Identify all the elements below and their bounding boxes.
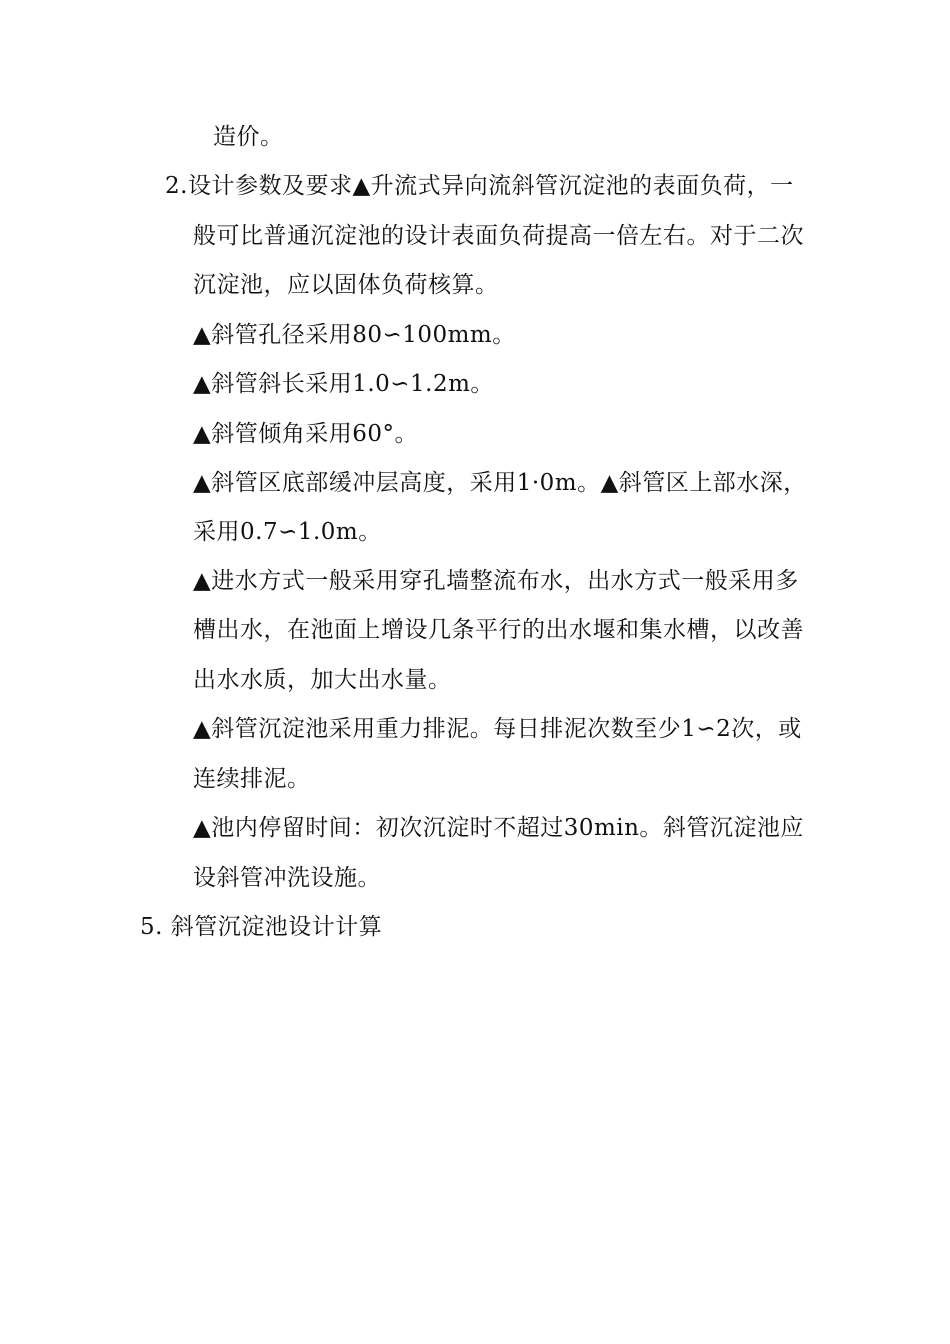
text-line: ▲池内停留时间：初次沉淀时不超过30min。斜管沉淀池应: [193, 815, 804, 841]
text-line: 沉淀池，应以固体负荷核算。: [193, 272, 499, 298]
text-line: 槽出水，在池面上增设几条平行的出水堰和集水槽，以改善: [193, 617, 804, 643]
text-line: ▲斜管孔径采用80∽100mm。: [193, 322, 516, 348]
text-line: 设斜管冲洗设施。: [193, 865, 381, 891]
text-line: 造价。: [213, 124, 284, 150]
text-line: ▲斜管区底部缓冲层高度，采用1·0m。▲斜管区上部水深，: [193, 470, 807, 496]
text-line: 采用0.7∽1.0m。: [193, 519, 382, 545]
section-heading: 5. 斜管沉淀池设计计算: [140, 914, 383, 940]
text-line: 般可比普通沉淀池的设计表面负荷提高一倍左右。对于二次: [193, 223, 804, 249]
text-line: ▲进水方式一般采用穿孔墙整流布水，出水方式一般采用多: [193, 568, 799, 594]
text-line: 出水水质，加大出水量。: [193, 667, 452, 693]
text-line: 连续排泥。: [193, 766, 311, 792]
text-line: 2.设计参数及要求▲升流式异向流斜管沉淀池的表面负荷，一: [165, 173, 794, 199]
text-line: ▲斜管倾角采用60°。: [193, 421, 418, 447]
text-line: ▲斜管斜长采用1.0∽1.2m。: [193, 371, 494, 397]
text-line: ▲斜管沉淀池采用重力排泥。每日排泥次数至少1∽2次，或: [193, 716, 802, 742]
